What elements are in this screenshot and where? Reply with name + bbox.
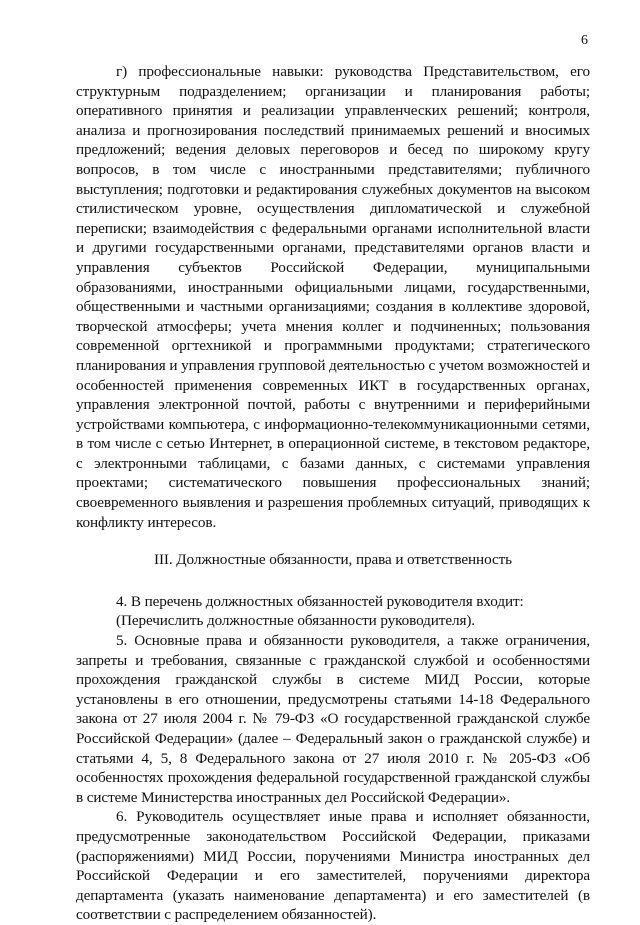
paragraph-4: 4. В перечень должностных обязанностей руководителя входит: — [116, 592, 524, 610]
document-body — [76, 62, 590, 925]
section-heading: III. Должностные обязанности, права и ответственность — [154, 551, 512, 569]
page-number: 6 — [581, 33, 588, 48]
paragraph-6: 6. Руководитель осуществляет иные права и исполняет обязанности, предусмотренные законодательством Российской Федерации, приказами (распоряжениями) МИД России, поручениями Министра иностранных дел Российской Федерации и его заместителей, поручениями директора департамента (указать наименование департамента) и его заместителей (в соответствии с распределением обязанностей). — [76, 808, 590, 924]
paragraph-professional-skills: г) профессиональные навыки: руководства Представительством, его структурным подразделением; организации и планирования работы; оперативного принятия и реализации управленческих решений; контроля, анализа и прогнозирования последствий принимаемых решений и вносимых предложений; ведения деловых переговоров и бесед по широкому кругу вопросов, в том числе с иностранными представителями; публичного выступления; подготовки и редактирования служебных документов на высоком стилистическом уровне, осуществления дипломатической и служебной переписки; взаимодействия с федеральными органами исполнительной власти и другими государственными органами, представителями органов власти и управления субъектов Российской Федерации, муниципальными образованиями, иностранными официальными лицами, государственными, общественными и частными организациями; создания в коллективе здоровой, творческой атмосферы; учета мнения коллег и подчиненных; пользования современной оргтехникой и программными продуктами; стратегического планирования и управления групповой деятельностью с учетом возможностей и особенностей применения современных ИКТ в государственных органах, управления электронной почтой, работы с внутренними и периферийными устройствами компьютера, с информационно-телекоммуникационными сетями, в том числе с сетью Интернет, в операционной системе, в текстовом редакторе, с электронными таблицами, с базами данных, с системами управления проектами; систематического повышения профессиональных знаний; своевременного выявления и разрешения проблемных ситуаций, приводящих к конфликту интересов. — [76, 63, 590, 531]
paragraph-4-note: (Перечислить должностные обязанности руководителя). — [116, 612, 475, 630]
paragraph-5: 5. Основные права и обязанности руководителя, а также ограничения, запреты и требования, связанные с гражданской службой и особенностями прохождения гражданской службы в системе МИД России, которые установлены в его отношении, предусмотрены статьями 14-18 Федерального закона от 27 июля 2004 г. № 79-ФЗ «О государственной гражданской службе Российской Федерации» (далее – Федеральный закон о гражданской службе) и статьями 4, 5, 8 Федерального закона от 27 июля 2010 г. № 205-ФЗ «Об особенностях прохождения федеральной государственной гражданской службы в системе Министерства иностранных дел Российской Федерации». — [76, 632, 590, 806]
